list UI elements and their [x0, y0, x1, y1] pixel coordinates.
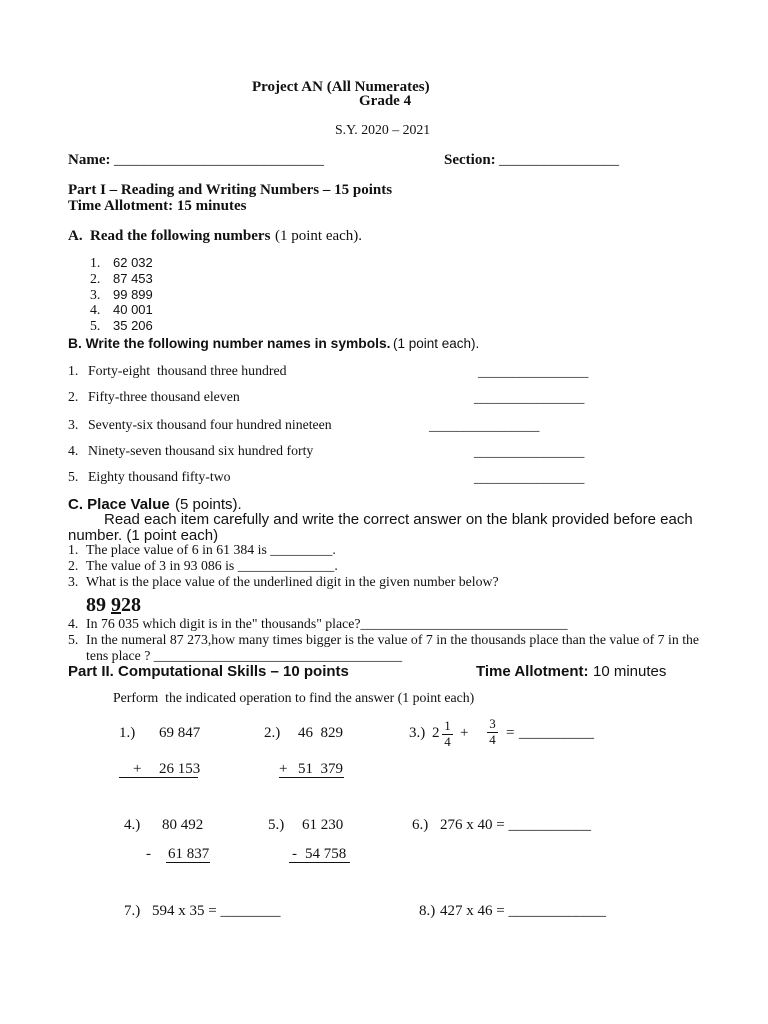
- problem-bottom-line: [119, 760, 201, 778]
- list-item-number: 4.: [90, 302, 101, 317]
- problem-top-number: 46 829: [298, 725, 343, 741]
- answer-blank: ___________: [508, 817, 591, 833]
- section-c-title: C. Place Value: [68, 496, 170, 513]
- answer-blank: _____________: [508, 903, 606, 919]
- section-a-title: Read the following numbers: [90, 228, 271, 244]
- list-item-number: 4.: [68, 616, 79, 631]
- answer-blank: ________________: [474, 390, 585, 405]
- plus-operator: +: [133, 761, 142, 777]
- section-b-title: B. Write the following number names in symbols.: [68, 336, 391, 351]
- answer-blank: ________________: [474, 444, 585, 459]
- part1-time-allotment: Time Allotment: 15 minutes: [68, 198, 247, 214]
- list-item-value: 87 453: [113, 271, 153, 286]
- section-blank: ________________: [499, 152, 619, 168]
- list-item-number: 1.: [90, 255, 101, 270]
- list-item-value: 35 206: [113, 318, 153, 333]
- equals-sign: =: [506, 725, 515, 741]
- number-name-text: Fifty-three thousand eleven: [88, 389, 240, 404]
- name-blank: ____________________________: [114, 152, 324, 168]
- list-item-number: 1.: [68, 542, 79, 557]
- whole-number: 2: [432, 725, 440, 741]
- answer-blank: ________________: [478, 364, 589, 379]
- problem-number: 6.): [412, 817, 429, 833]
- list-item-number: 1.: [68, 363, 79, 378]
- section-c-instructions-continued: number. (1 point each): [68, 527, 219, 544]
- section-a-letter: A.: [68, 228, 83, 244]
- question-text-continued: tens place ? ____________________________________: [86, 648, 403, 663]
- part2-instructions: Perform the indicated operation to find the answer (1 point each): [113, 690, 475, 705]
- section-a-points: (1 point each).: [275, 228, 363, 244]
- problem-number: 2.): [264, 725, 281, 741]
- answer-blank: ________________: [474, 470, 585, 485]
- list-item-value: 62 032: [113, 255, 153, 270]
- list-item-number: 2.: [68, 389, 79, 404]
- problem-number: 3.): [409, 725, 426, 741]
- problem-bottom-number: 51 379: [298, 761, 343, 777]
- part1-heading: Part I – Reading and Writing Numbers – 15 points: [68, 182, 393, 198]
- part2-heading: Part II. Computational Skills – 10 points: [68, 663, 349, 680]
- multiplication-expression: [440, 902, 606, 920]
- expression-text: 276 x 40 =: [440, 817, 509, 833]
- number-name-text: Eighty thousand fifty-two: [88, 469, 231, 484]
- list-item-number: 2.: [68, 558, 79, 573]
- section-c-instructions: Read each item carefully and write the correct answer on the blank provided before each: [104, 511, 693, 528]
- problem-bottom-number: 54 758: [305, 846, 347, 862]
- list-item-number: 2.: [90, 271, 101, 286]
- number-name-text: Ninety-seven thousand six hundred forty: [88, 443, 314, 458]
- underlined-digit: 9: [111, 594, 121, 616]
- featured-number-end: 28: [121, 594, 141, 616]
- list-item-number: 4.: [68, 443, 79, 458]
- number-name-text: Seventy-six thousand four hundred nineteen: [88, 417, 332, 432]
- problem-bottom-line: [279, 760, 344, 778]
- problem-bottom-number: 61 837: [168, 846, 210, 862]
- list-item-number: 5.: [68, 632, 79, 647]
- section-label: Section:: [444, 152, 496, 168]
- fraction-numerator: 3: [487, 717, 498, 733]
- worksheet-title: Project AN (All Numerates): [252, 79, 430, 95]
- problem-number: 4.): [124, 817, 141, 833]
- question-text: The value of 3 in 93 086 is ______________.: [86, 558, 338, 573]
- list-item-value: 40 001: [113, 302, 153, 317]
- minus-operator: -: [292, 846, 297, 862]
- list-item-value: 99 899: [113, 287, 153, 302]
- multiplication-expression: [152, 902, 280, 920]
- fraction-three-fourths: [487, 717, 498, 747]
- answer-blank: __________: [519, 725, 594, 741]
- fraction-one-fourth: [442, 719, 453, 749]
- list-item-number: 3.: [68, 574, 79, 589]
- grade-level: Grade 4: [359, 93, 412, 109]
- answer-blank: ________: [220, 903, 281, 919]
- part2-time-label: Time Allotment:: [476, 663, 589, 680]
- fraction-numerator: 1: [442, 719, 453, 735]
- problem-bottom-line: [166, 845, 210, 863]
- featured-number-start: 89: [86, 594, 111, 616]
- list-item-number: 5.: [68, 469, 79, 484]
- minus-operator: -: [146, 846, 151, 862]
- part2-time-value: 10 minutes: [593, 663, 667, 680]
- problem-top-number: 80 492: [162, 817, 204, 833]
- list-item-number: 3.: [90, 287, 101, 302]
- problem-number: 8.): [419, 903, 436, 919]
- number-name-text: Forty-eight thousand three hundred: [88, 363, 287, 378]
- section-c-points: (5 points).: [175, 496, 242, 513]
- section-b-points: (1 point each).: [393, 336, 480, 351]
- plus-operator: +: [460, 725, 469, 741]
- fraction-denominator: 4: [444, 734, 451, 749]
- list-item-number: 5.: [90, 318, 101, 333]
- featured-number: [86, 593, 141, 617]
- expression-text: 594 x 35 =: [152, 903, 221, 919]
- school-year: S.Y. 2020 – 2021: [335, 122, 431, 137]
- question-text: In the numeral 87 273,how many times bigger is the value of 7 in the thousands place than the value of 7 in the: [86, 632, 700, 647]
- problem-bottom-line: [289, 845, 350, 863]
- fraction-denominator: 4: [489, 732, 496, 747]
- problem-number: 5.): [268, 817, 285, 833]
- problem-top-number: 61 230: [302, 817, 344, 833]
- multiplication-expression: [440, 816, 591, 834]
- question-text: What is the place value of the underlined digit in the given number below?: [86, 574, 499, 589]
- plus-operator: +: [279, 761, 288, 777]
- list-item-number: 3.: [68, 417, 79, 432]
- problem-bottom-number: 26 153: [159, 761, 201, 777]
- problem-top-number: 69 847: [159, 725, 201, 741]
- problem-number: 7.): [124, 903, 141, 919]
- problem-number: 1.): [119, 725, 136, 741]
- question-text: The place value of 6 in 61 384 is _________.: [86, 542, 336, 557]
- name-label: Name:: [68, 152, 111, 168]
- expression-text: 427 x 46 =: [440, 903, 509, 919]
- answer-blank: ________________: [429, 418, 540, 433]
- question-text: In 76 035 which digit is in the" thousands" place?______________________________: [86, 616, 568, 631]
